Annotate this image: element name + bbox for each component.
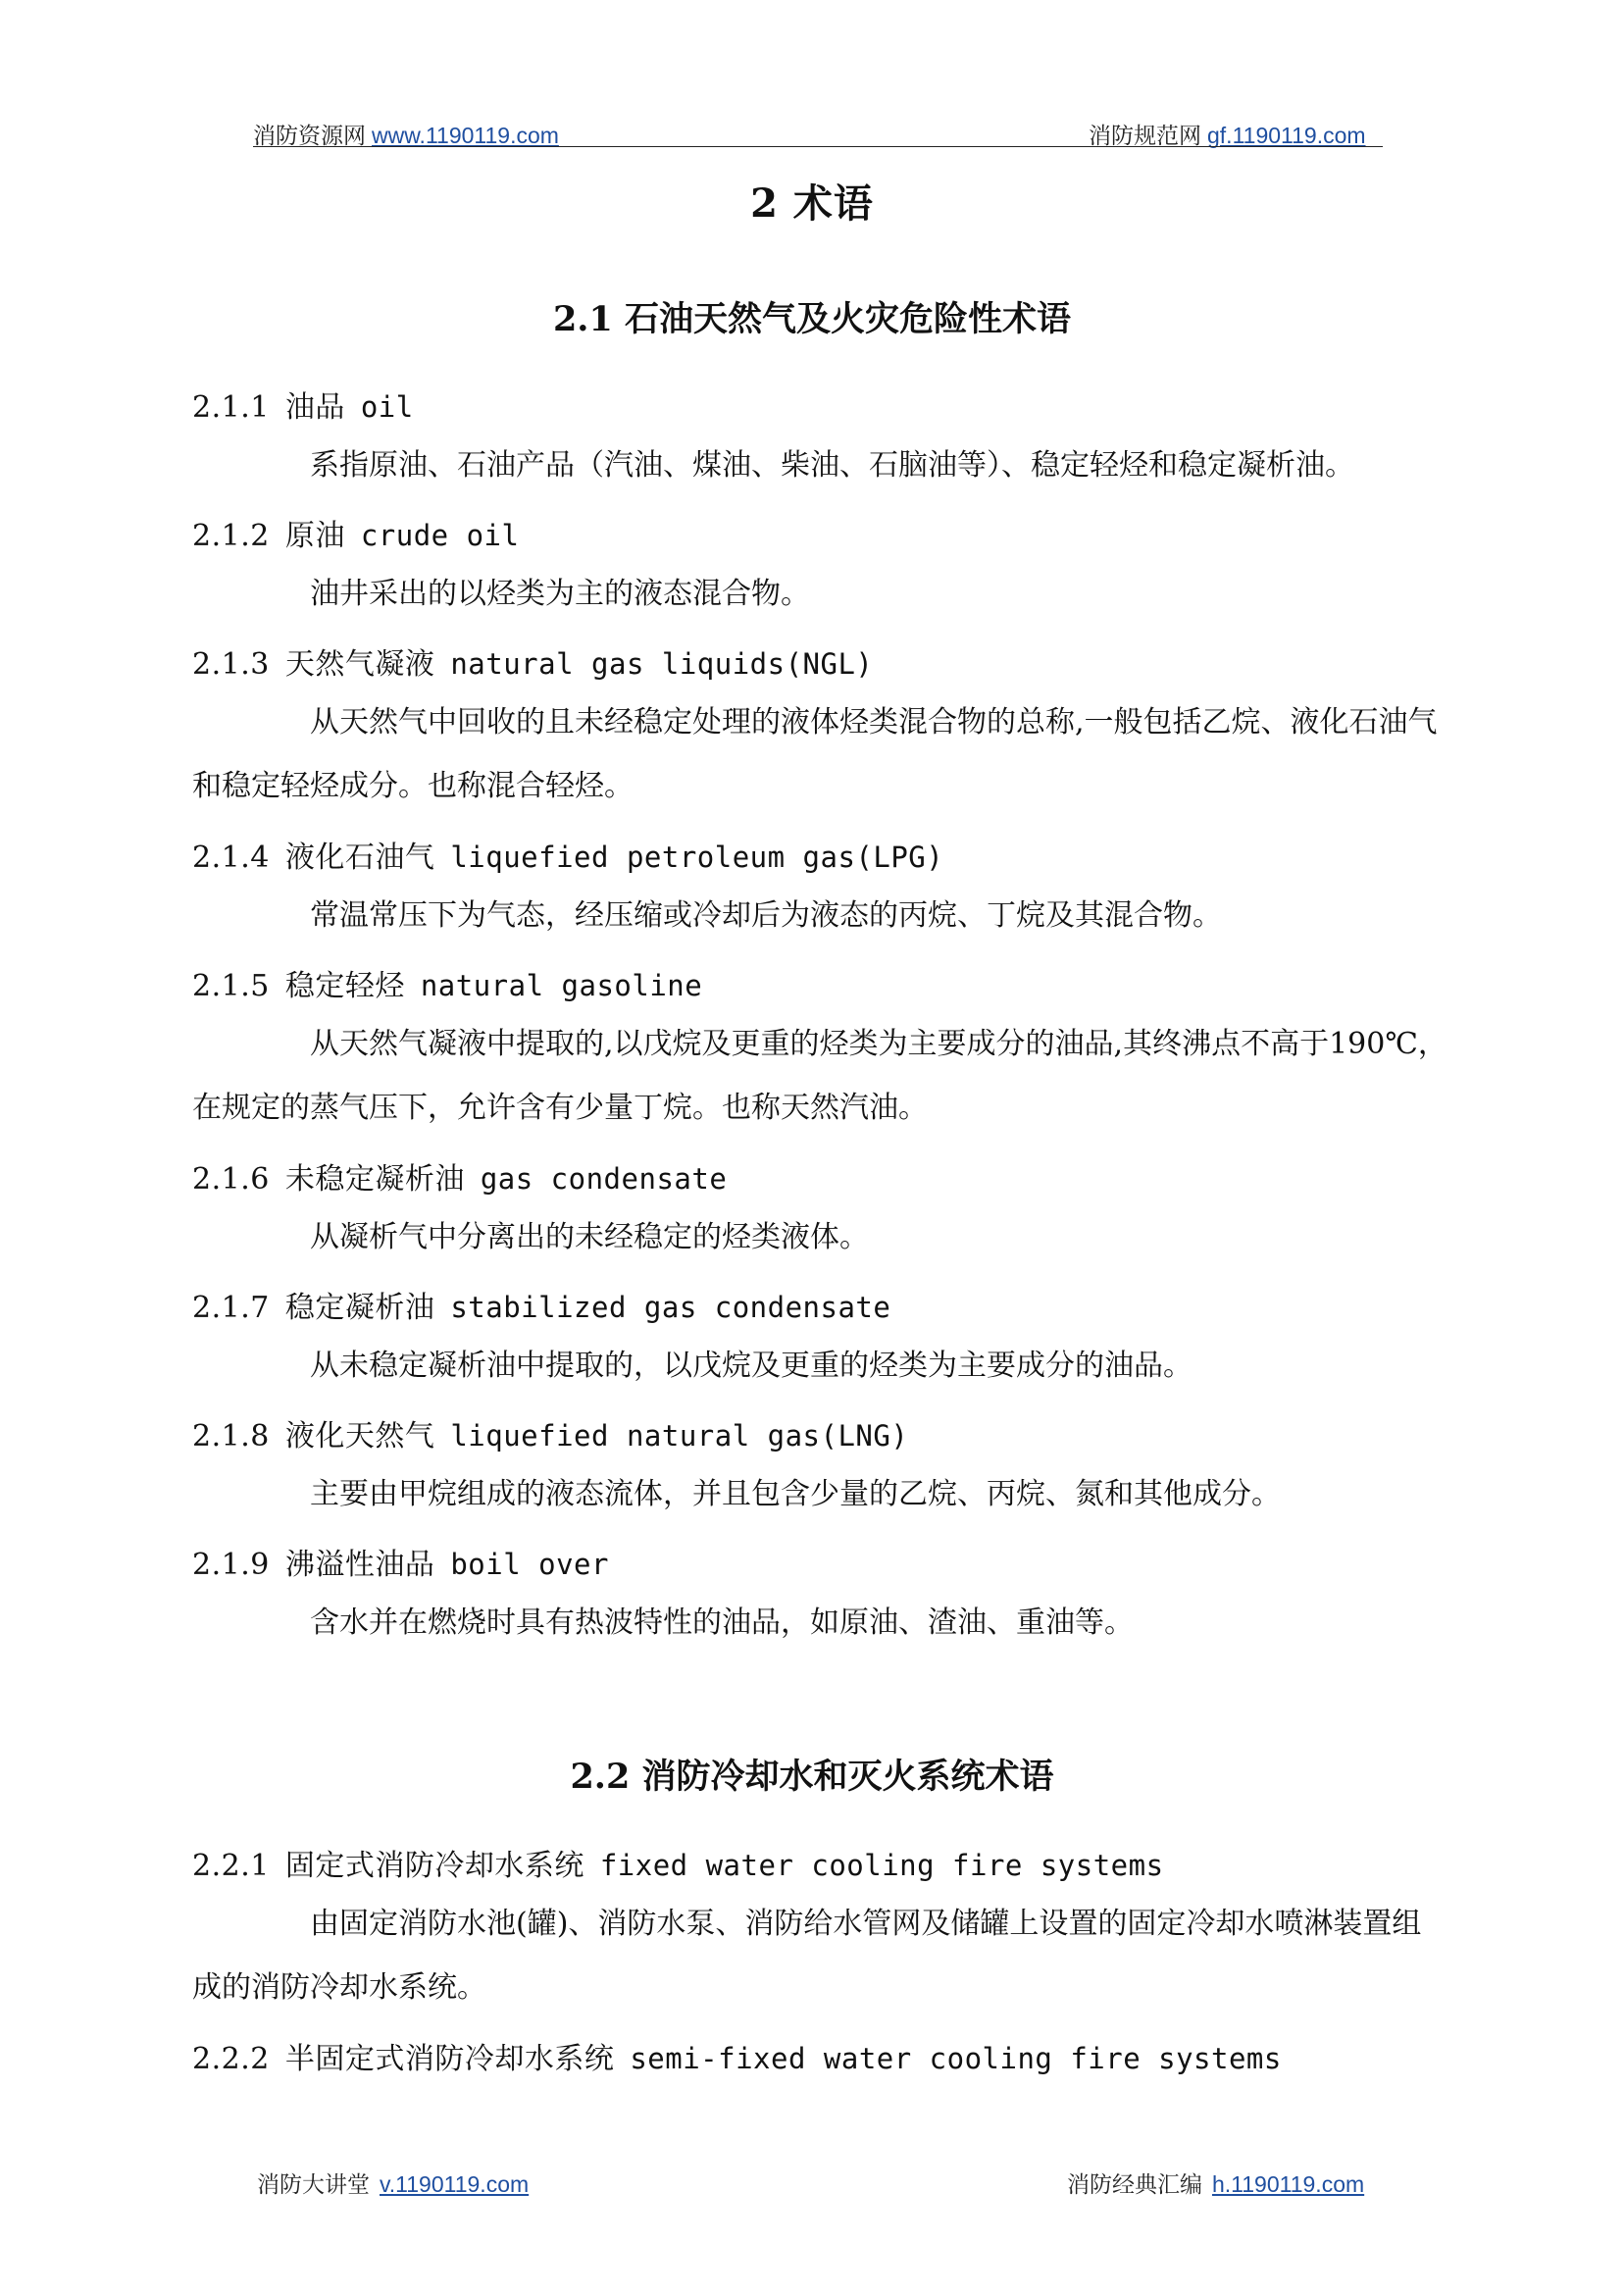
term-definition: 从天然气凝液中提取的,以戊烷及更重的烃类为主要成分的油品,其终沸点不高于190℃，在规定的蒸气压下，允许含有少量丁烷。也称天然汽油。 xyxy=(192,1027,1447,1125)
footer-right-site: 消防经典汇编 xyxy=(1067,2172,1202,2197)
footer-left-site: 消防大讲堂 xyxy=(257,2172,370,2197)
term-definition: 从天然气中回收的且未经稳定处理的液体烃类混合物的总称,一般包括乙烷、液化石油气和稳定轻烃成分。也称混合轻烃。 xyxy=(192,705,1438,803)
header-right-site: 消防规范网 xyxy=(1089,124,1201,148)
term-heading xyxy=(192,639,873,683)
term-chinese: 稳定凝析油 xyxy=(284,1291,435,1325)
term-chinese: 原油 xyxy=(284,519,345,553)
term-chinese: 天然气凝液 xyxy=(284,647,435,682)
term-heading xyxy=(192,833,943,876)
term-heading xyxy=(192,511,519,554)
header-left-site: 消防资源网 xyxy=(253,124,366,148)
term-english: crude oil xyxy=(360,519,520,552)
term-number: 2.1.2 xyxy=(192,519,270,553)
term-number: 2.1.8 xyxy=(192,1419,270,1453)
header-left-link[interactable]: www.1190119.com xyxy=(372,123,559,148)
term-chinese: 沸溢性油品 xyxy=(284,1548,435,1582)
term-definition: 系指原油、石油产品（汽油、煤油、柴油、石脑油等）、稳定轻烃和稳定凝析油。 xyxy=(310,448,1354,483)
term-chinese: 液化石油气 xyxy=(284,841,435,875)
term-english: liquefied petroleum gas(LPG) xyxy=(450,841,944,874)
term-number: 2.1.3 xyxy=(192,647,270,682)
term-heading xyxy=(192,961,702,1004)
chapter-title: 2 术语 xyxy=(750,180,874,227)
term-number: 2.1.7 xyxy=(192,1291,270,1325)
term-english: liquefied natural gas(LNG) xyxy=(450,1419,909,1453)
term-english: gas condensate xyxy=(480,1162,728,1196)
term-heading xyxy=(192,1283,890,1326)
term-chinese: 稳定轻烃 xyxy=(284,969,405,1003)
term-heading xyxy=(192,2034,1282,2077)
term-english: semi-fixed water cooling fire systems xyxy=(630,2042,1282,2075)
term-definition: 油井采出的以烃类为主的液态混合物。 xyxy=(310,577,810,611)
section-title: 2.1 石油天然气及火灾危险性术语 xyxy=(552,299,1072,339)
term-chinese: 固定式消防冷却水系统 xyxy=(284,1849,584,1883)
term-definition: 由固定消防水池(罐)、消防水泵、消防给水管网及储罐上设置的固定冷却水喷淋装置组成的消防冷却水系统。 xyxy=(192,1907,1422,2005)
term-chinese: 油品 xyxy=(284,390,345,425)
term-number: 2.2.2 xyxy=(192,2042,270,2076)
term-english: natural gas liquids(NGL) xyxy=(450,647,874,681)
term-number: 2.1.6 xyxy=(192,1162,270,1197)
term-heading xyxy=(192,382,414,426)
term-heading xyxy=(192,1841,1164,1884)
footer-left-link[interactable]: v.1190119.com xyxy=(380,2171,530,2197)
term-english: natural gasoline xyxy=(420,969,703,1002)
footer-right-link[interactable]: h.1190119.com xyxy=(1212,2171,1365,2197)
term-number: 2.1.5 xyxy=(192,969,270,1003)
term-definition: 从凝析气中分离出的未经稳定的烃类液体。 xyxy=(310,1220,869,1254)
term-chinese: 半固定式消防冷却水系统 xyxy=(284,2042,615,2076)
term-heading xyxy=(192,1411,908,1454)
section-title: 2.2 消防冷却水和灭火系统术语 xyxy=(570,1757,1054,1797)
term-english: stabilized gas condensate xyxy=(450,1291,891,1324)
term-definition: 从未稳定凝析油中提取的，以戊烷及更重的烃类为主要成分的油品。 xyxy=(310,1349,1193,1383)
term-number: 2.1.9 xyxy=(192,1548,270,1582)
term-definition: 常温常压下为气态，经压缩或冷却后为液态的丙烷、丁烷及其混合物。 xyxy=(310,898,1222,933)
term-english: oil xyxy=(360,390,414,424)
header-rule xyxy=(253,146,1383,147)
term-heading xyxy=(192,1154,727,1198)
term-chinese: 未稳定凝析油 xyxy=(284,1162,465,1197)
term-chinese: 液化天然气 xyxy=(284,1419,435,1453)
header-right-link[interactable]: gf.1190119.com xyxy=(1207,123,1366,148)
term-number: 2.2.1 xyxy=(192,1849,270,1883)
term-english: fixed water cooling fire systems xyxy=(599,1849,1164,1882)
term-definition: 含水并在燃烧时具有热波特性的油品，如原油、渣油、重油等。 xyxy=(310,1606,1134,1640)
term-english: boil over xyxy=(450,1548,609,1581)
term-number: 2.1.4 xyxy=(192,841,270,875)
footer-left xyxy=(257,2167,529,2199)
term-heading xyxy=(192,1540,609,1583)
term-number: 2.1.1 xyxy=(192,390,270,425)
footer-right xyxy=(1067,2167,1364,2199)
term-definition: 主要由甲烷组成的液态流体，并且包含少量的乙烷、丙烷、氮和其他成分。 xyxy=(310,1477,1281,1511)
